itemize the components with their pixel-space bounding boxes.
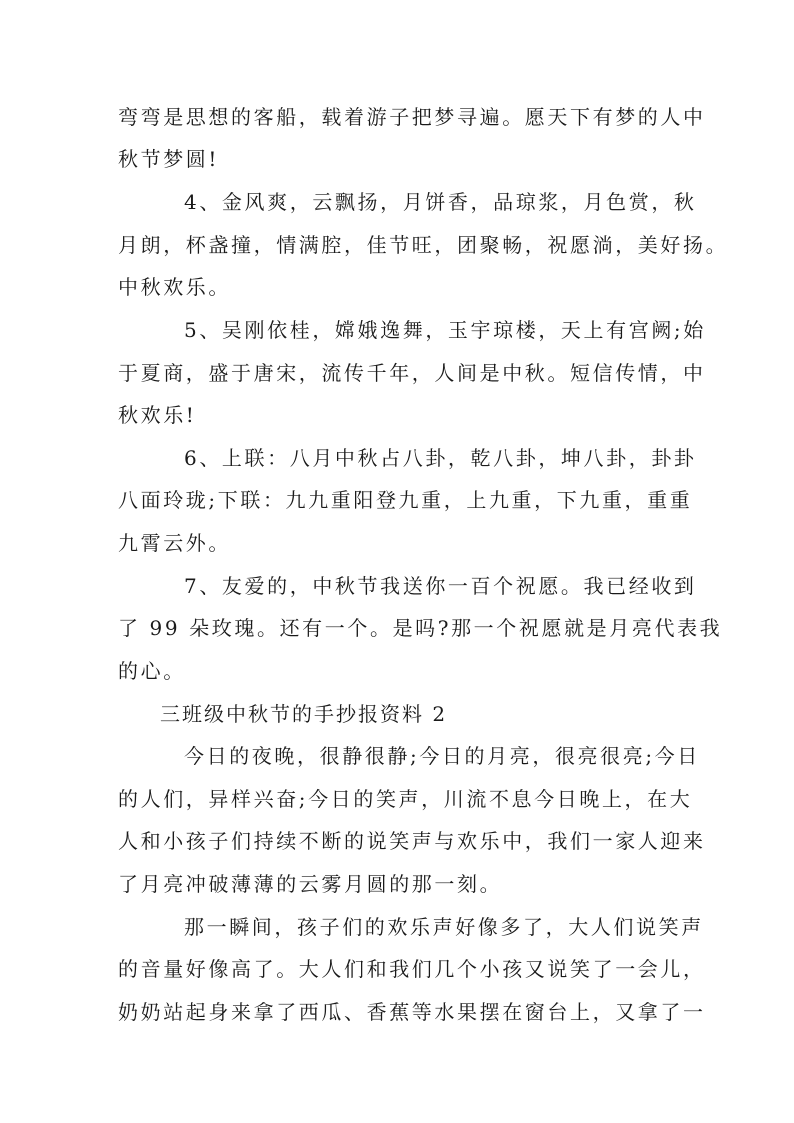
list-item-4: 4、金风爽，云飘扬，月饼香，品琼浆，月色赏，秋 [184,190,697,214]
list-item-6: 6、上联：八月中秋占八卦，乾八卦，坤八卦，卦卦 [184,446,697,470]
text-line: 秋欢乐! [118,403,197,427]
section-heading: 三班级中秋节的手抄报资料 2 [160,702,448,726]
text-line: 人和小孩子们持续不断的说笑声与欢乐中，我们一家人迎来 [118,829,706,853]
text-line: 弯弯是思想的客船，载着游子把梦寻遍。愿天下有梦的人中 [118,105,706,129]
list-item-7: 7、友爱的，中秋节我送你一百个祝愿。我已经收到 [184,574,697,598]
paragraph-start: 今日的夜晚，很静很静;今日的月亮，很亮很亮;今日 [184,744,700,768]
text-line: 的人们，异样兴奋;今日的笑声，川流不息今日晚上，在大 [118,787,693,811]
paragraph-start: 那一瞬间，孩子们的欢乐声好像多了，大人们说笑声 [184,915,704,939]
text-line: 月朗，杯盏撞，情满腔，佳节旺，团聚畅，祝愿淌，美好扬。 [118,233,729,257]
text-line: 奶奶站起身来拿了西瓜、香蕉等水果摆在窗台上，又拿了一 [118,1000,706,1024]
text-line: 九霄云外。 [118,531,231,555]
text-line: 的音量好像高了。大人们和我们几个小孩又说笑了一会儿， [118,957,706,981]
text-line: 中秋欢乐。 [118,275,231,299]
text-line: 的心。 [118,659,186,683]
text-line: 于夏商，盛于唐宋，流传千年，人间是中秋。短信传情，中 [118,361,706,385]
text-line: 秋节梦圆! [118,147,220,171]
list-item-5: 5、吴刚依桂，嫦娥逸舞，玉宇琼楼，天上有宫阙;始 [184,318,706,342]
text-line: 了 99 朵玫瑰。还有一个。是吗?那一个祝愿就是月亮代表我 [118,616,723,640]
text-line: 了月亮冲破薄薄的云雾月圆的那一刻。 [118,872,503,896]
text-line: 八面玲珑;下联：九九重阳登九重，上九重，下九重，重重 [118,488,693,512]
